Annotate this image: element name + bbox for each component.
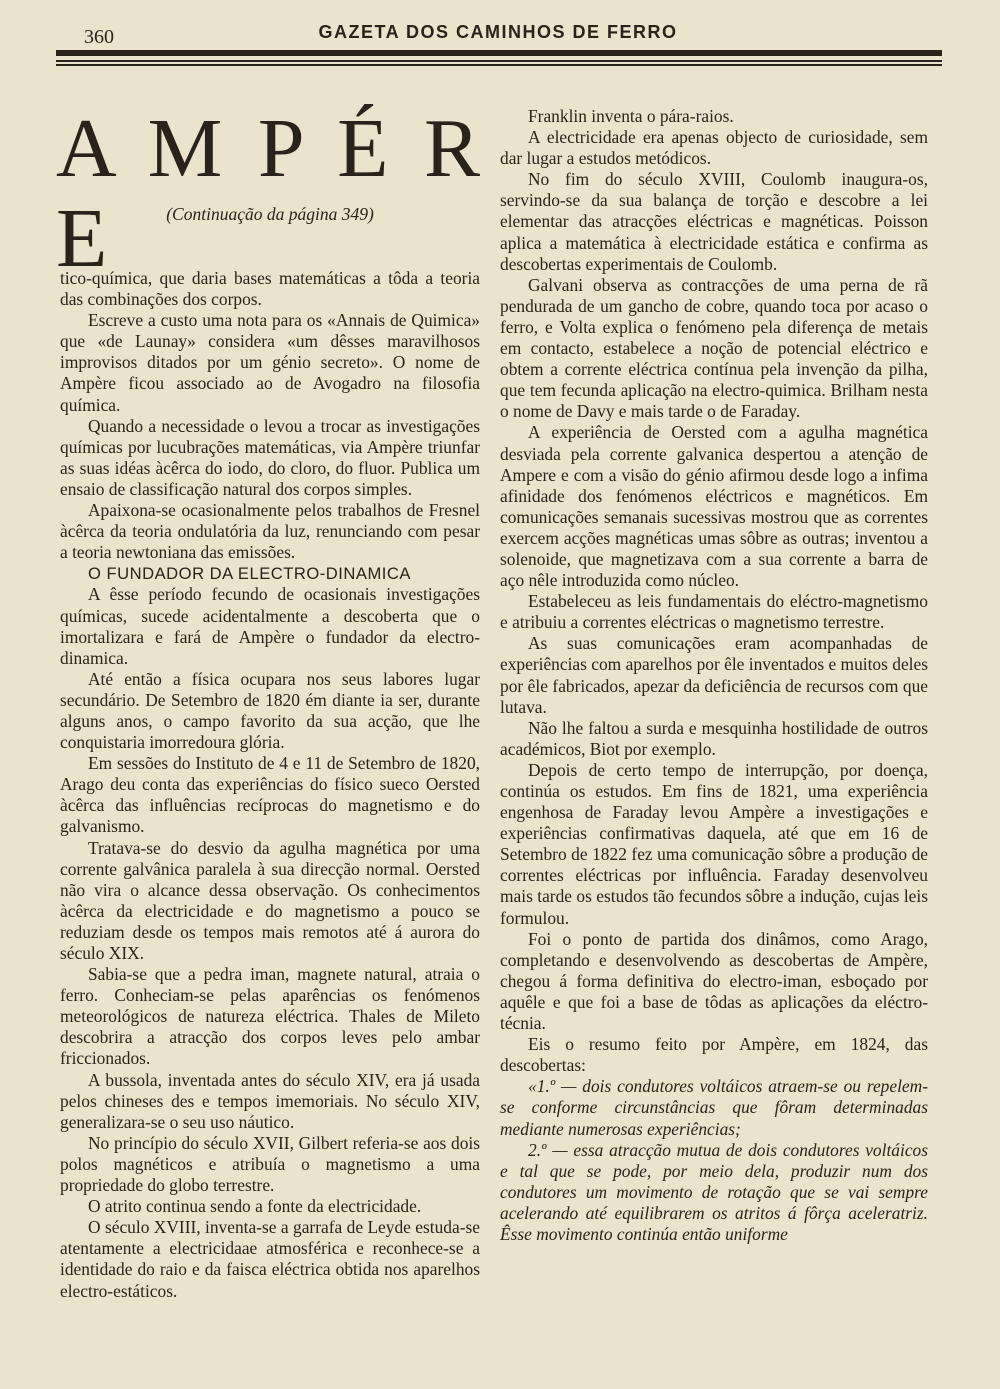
paragraph: A êsse período fecundo de ocasionais investigações químicas, sucede acidentalmente a descoberta que o imortalizara e fará de Ampère o fundador da electro-dinamica. xyxy=(60,584,480,668)
paragraph: Franklin inventa o pára-raios. xyxy=(528,106,734,126)
page-number: 360 xyxy=(84,26,114,48)
paragraph: Estabeleceu as leis fundamentais do eléctro-magnetismo e atribuiu a correntes eléctricas o magnetismo terrestre. xyxy=(500,591,928,633)
left-column xyxy=(60,268,480,1302)
paragraph: Quando a necessidade o levou a trocar as investigações químicas por lucubrações matemáticas, via Ampère triunfar as suas idéas àcêrca do iodo, do cloro, do fluor. Publica um ensaio de classificação natural dos corpos simples. xyxy=(60,415,480,499)
paragraph: Sabia-se que a pedra iman, magnete natural, atraia o ferro. Conheciam-se pelas aparências os fenómenos meteorológicos de natureza eléctrica. Thales de Mileto descobrira a atracção dos corpos leves pelo ambar friccionados. xyxy=(60,964,480,1069)
paragraph: tico-química, que daria bases matemáticas a tôda a teoria das combinações dos corpos. xyxy=(60,268,480,310)
paragraph: Não lhe faltou a surda e mesquinha hostilidade de outros académicos, Biot por exemplo. xyxy=(500,717,928,759)
paragraph: A experiência de Oersted com a agulha magnética desviada pela corrente galvanica despertou a atenção de Ampere e com a visão do génio afirmou desde logo a infima afinidade dos fenómenos eléctricos e magnéticos. Em comunicações semanais sucessivas mostrou que as correntes exercem acções magnéticas umas sôbre as outras; inventou a solenoide, que magnetizava com a sua corrente a barra de aço nêle introduzida como núcleo. xyxy=(500,422,928,591)
paragraph: Eis o resumo feito por Ampère, em 1824, das descobertas: xyxy=(500,1034,928,1076)
paragraph: Em sessões do Instituto de 4 e 11 de Setembro de 1820, Arago deu conta das experiências do físico sueco Oersted àcêrca das influências recíprocas do magnetismo e do galvanismo. xyxy=(60,753,480,837)
paragraph: Tratava-se do desvio da agulha magnética por uma corrente galvânica paralela à sua direcção normal. Oersted não vira o alcance dessa observação. Os conhecimentos àcêrca da electricidade e do magnetismo a pouco se reduziam desde os tempos mais remotos até á aurora do século XIX. xyxy=(60,837,480,963)
quote-item: «1.º — dois condutores voltáicos atraem-se ou repelem-se conforme circunstâncias que fôram determinadas mediante numerosas experiências; xyxy=(500,1076,928,1139)
header-rule-thin-lower xyxy=(56,64,942,66)
paragraph: No fim do século XVIII, Coulomb inaugura-os, servindo-se da sua balança de torção e descobre a lei elementar das atracções eléctricas e magnéticas. Poisson aplica a matemática à electricidade estática e confirma as descobertas experimentais de Coulomb. xyxy=(500,169,928,274)
quote-item: 2.º — essa atracção mutua de dois condutores voltáicos e tal que se pode, por meio dela, produzir num dos condutores um movimento de rotação que se vai sempre acelerando até equilibrarem os atritos á fôrça aceleratriz. Êsse movimento continúa então uniforme xyxy=(500,1139,928,1244)
continuation-note: (Continuação da página 349) xyxy=(166,204,374,224)
paragraph: As suas comunicações eram acompanhadas de experiências com aparelhos por êle inventados e muitos deles por êle fabricados, apezar da deficiência de recursos com que lutava. xyxy=(500,633,928,717)
article-title: A M P É R E xyxy=(56,102,480,285)
paragraph: Galvani observa as contracções de uma perna de rã pendurada de um gancho de cobre, quando toca por acaso o ferro, e Volta explica o fenómeno pela diferença de metais em contacto, estabelece a noção de potencial eléctrico e obtem a corrente eléctrica contínua pela invenção da pilha, que tem fecunda aplicação na electro-quimica. Brilham nesta o nome de Davy e mais tarde o de Faraday. xyxy=(500,274,928,422)
section-heading: O FUNDADOR DA ELECTRO-DINAMICA xyxy=(88,564,411,584)
header-rule-thick xyxy=(56,50,942,56)
paragraph: A bussola, inventada antes do século XIV, era já usada pelos chineses des e tempos imemoriais. No século XIV, generalizara-se o seu uso náutico. xyxy=(60,1069,480,1132)
paragraph: Depois de certo tempo de interrupção, por doença, continúa os estudos. Em fins de 1821, uma experiência engenhosa de Faraday levou Ampère a investigações e experiências confirmativas daquela, até que em 16 de Setembro de 1822 fez uma comunicação sôbre a produção de correntes eléctricas por influência. Faraday desenvolveu mais tarde os estudos tão fecundos sôbre a indução, cujas leis formulou. xyxy=(500,759,928,928)
paragraph: No princípio do século XVII, Gilbert referia-se aos dois polos magnéticos e atribuía o magnetismo a uma propriedade do globo terrestre. xyxy=(60,1132,480,1196)
paragraph: O século XVIII, inventa-se a garrafa de Leyde estuda-se atentamente a electricidaae atmosférica e reconhece-se a identidade do raio e da faisca eléctrica obtida nos aparelhos electro-estáticos. xyxy=(60,1217,480,1301)
journal-title: GAZETA DOS CAMINHOS DE FERRO xyxy=(318,22,678,42)
paragraph: O atrito continua sendo a fonte da electricidade. xyxy=(88,1196,422,1217)
paragraph: Foi o ponto de partida dos dinâmos, como Arago, completando e desenvolvendo as descobertas de Ampère, chegou á forma definitiva do electro-iman, esboçado por aquêle e que foi a base de tôdas as aplicações da eléctro-técnia. xyxy=(500,928,928,1034)
paragraph: Até então a física ocupara nos seus labores lugar secundário. De Setembro de 1820 ém diante ia ser, durante alguns anos, o campo favorito da sua acção, que lhe conquistaria imorredoura glória. xyxy=(60,668,480,753)
paragraph: Escreve a custo uma nota para os «Annais de Quimica» que «de Launay» considera «um dêsses maravilhosos improvisos ditados por um génio secreto». O nome de Ampère ficou associado ao de Avogadro na filosofia química. xyxy=(60,310,480,415)
header-rule-thin xyxy=(56,60,942,62)
paragraph: Apaixona-se ocasionalmente pelos trabalhos de Fresnel àcêrca da teoria ondulatória da luz, renunciando com pesar a teoria newtoniana das emissões. xyxy=(60,500,480,563)
right-column xyxy=(500,106,928,1245)
paragraph: A electricidade era apenas objecto de curiosidade, sem dar lugar a estudos metódicos. xyxy=(500,127,928,169)
